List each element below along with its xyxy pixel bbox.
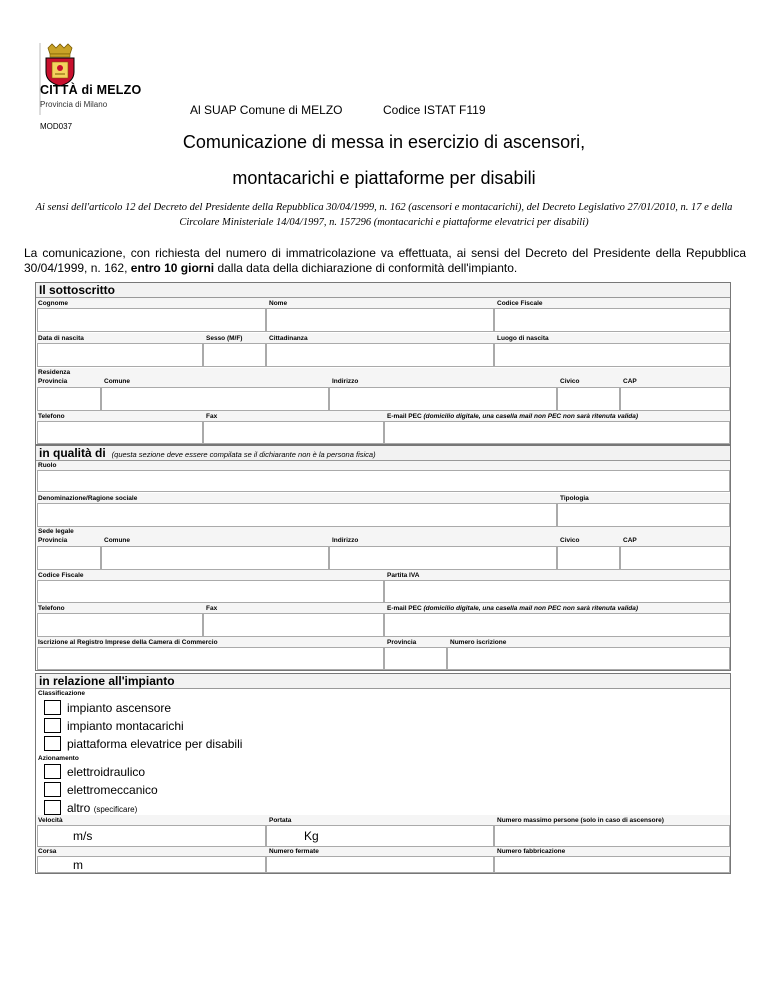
label-numero-fabbricazione: Numero fabbricazione bbox=[497, 848, 566, 855]
field-cap[interactable] bbox=[620, 546, 730, 570]
province-label: Provincia di Milano bbox=[40, 100, 108, 109]
istat-code: Codice ISTAT F119 bbox=[383, 103, 486, 117]
label-azionamento: Azionamento bbox=[38, 755, 79, 762]
altro-note: (specificare) bbox=[93, 805, 138, 814]
field-denominazione[interactable] bbox=[37, 503, 557, 527]
label-portata: Portata bbox=[269, 817, 292, 824]
field-nome[interactable] bbox=[266, 308, 494, 332]
label-numero-fermate: Numero fermate bbox=[269, 848, 319, 855]
field-provincia-registro[interactable] bbox=[384, 647, 447, 670]
legal-basis: Ai sensi dell'articolo 12 del Decreto del Presidente della Repubblica 30/04/1999, n. 162 (ascensori e montacarichi), del Decreto Legislativo 27/01/2010, n. 17 e della Circolare Ministeriale 14/04/1997, n. 157296 (montacarichi e piattaforme elevatrici per disabili) bbox=[35, 202, 733, 228]
checkbox-piattaforma[interactable] bbox=[44, 736, 61, 751]
altro-label: altro bbox=[67, 801, 91, 815]
field-telefono[interactable] bbox=[37, 613, 203, 637]
intro-text: La comunicazione, con richiesta del numero di immatricolazione va effettuata, ai sensi del Decreto del Presidente della Repubblica 30/04/1999, n. 162, bbox=[24, 246, 746, 275]
field-comune[interactable] bbox=[101, 546, 329, 570]
field-corsa[interactable] bbox=[37, 856, 266, 873]
label-cap: CAP bbox=[623, 378, 637, 385]
checkbox-altro[interactable] bbox=[44, 800, 61, 815]
field-civico[interactable] bbox=[557, 387, 620, 411]
label-residenza: Residenza bbox=[38, 369, 71, 376]
label-data-nascita: Data di nascita bbox=[38, 335, 84, 342]
field-cittadinanza[interactable] bbox=[266, 343, 494, 367]
field-fax[interactable] bbox=[203, 613, 384, 637]
unit-portata: Kg bbox=[304, 829, 319, 843]
label-cap: CAP bbox=[623, 537, 637, 544]
intro-deadline: entro 10 giorni bbox=[130, 261, 215, 275]
intro-paragraph bbox=[24, 246, 746, 276]
label-civico: Civico bbox=[560, 378, 580, 385]
label-pec bbox=[387, 605, 638, 612]
field-numero-fabbricazione[interactable] bbox=[494, 856, 730, 873]
label-indirizzo: Indirizzo bbox=[332, 378, 359, 385]
field-data-nascita[interactable] bbox=[37, 343, 203, 367]
label-provincia-registro: Provincia bbox=[387, 639, 417, 646]
option-ascensore: impianto ascensore bbox=[67, 701, 172, 715]
option-elettroidraulico: elettroidraulico bbox=[67, 765, 146, 779]
option-altro bbox=[67, 801, 137, 815]
label-tipologia: Tipologia bbox=[560, 495, 589, 502]
label-provincia: Provincia bbox=[38, 378, 68, 385]
label-cittadinanza: Cittadinanza bbox=[269, 335, 308, 342]
field-indirizzo[interactable] bbox=[329, 546, 557, 570]
field-ruolo[interactable] bbox=[37, 470, 730, 492]
pec-note: (domicilio digitale, una casella mail non PEC non sarà ritenuta valida) bbox=[423, 413, 639, 420]
field-iscrizione[interactable] bbox=[37, 647, 384, 670]
recipient: Al SUAP Comune di MELZO bbox=[190, 103, 343, 117]
field-cap[interactable] bbox=[620, 387, 730, 411]
field-numero-persone[interactable] bbox=[494, 825, 730, 847]
field-codice-fiscale[interactable] bbox=[37, 580, 384, 603]
checkbox-montacarichi[interactable] bbox=[44, 718, 61, 733]
checkbox-elettroidraulico[interactable] bbox=[44, 764, 61, 779]
field-luogo-nascita[interactable] bbox=[494, 343, 730, 367]
section-sottoscritto bbox=[35, 282, 731, 445]
field-tipologia[interactable] bbox=[557, 503, 730, 527]
title-line-2: montacarichi e piattaforme per disabili bbox=[232, 168, 536, 188]
field-fax[interactable] bbox=[203, 421, 384, 444]
field-provincia[interactable] bbox=[37, 387, 101, 411]
section-heading: in relazione all'impianto bbox=[36, 674, 730, 689]
label-sesso: Sesso (M/F) bbox=[206, 335, 243, 342]
field-numero-fermate[interactable] bbox=[266, 856, 494, 873]
field-partita-iva[interactable] bbox=[384, 580, 730, 603]
field-pec[interactable] bbox=[384, 421, 730, 444]
unit-velocita: m/s bbox=[73, 829, 93, 843]
field-pec[interactable] bbox=[384, 613, 730, 637]
label-comune: Comune bbox=[104, 537, 130, 544]
label-civico: Civico bbox=[560, 537, 580, 544]
section-heading bbox=[36, 446, 730, 461]
unit-corsa: m bbox=[73, 858, 83, 872]
field-civico[interactable] bbox=[557, 546, 620, 570]
label-fax: Fax bbox=[206, 413, 218, 420]
label-pec bbox=[387, 413, 638, 420]
label-corsa: Corsa bbox=[38, 848, 57, 855]
label-ruolo: Ruolo bbox=[38, 462, 57, 469]
pec-note: (domicilio digitale, una casella mail non PEC non sarà ritenuta valida) bbox=[423, 605, 639, 612]
label-numero-iscrizione: Numero iscrizione bbox=[450, 639, 507, 646]
label-codice-fiscale: Codice Fiscale bbox=[497, 300, 543, 307]
field-telefono[interactable] bbox=[37, 421, 203, 444]
label-velocita: Velocità bbox=[38, 817, 63, 824]
section-heading: Il sottoscritto bbox=[36, 283, 730, 298]
field-portata[interactable] bbox=[266, 825, 494, 847]
label-comune: Comune bbox=[104, 378, 130, 385]
qualita-heading-text: in qualità di bbox=[39, 446, 106, 460]
field-velocita[interactable] bbox=[37, 825, 266, 847]
label-telefono: Telefono bbox=[38, 605, 65, 612]
checkbox-ascensore[interactable] bbox=[44, 700, 61, 715]
section-impianto bbox=[35, 673, 731, 874]
label-luogo-nascita: Luogo di nascita bbox=[497, 335, 549, 342]
model-code: MOD037 bbox=[40, 122, 73, 131]
checkbox-elettromeccanico[interactable] bbox=[44, 782, 61, 797]
field-codice-fiscale[interactable] bbox=[494, 308, 730, 332]
option-montacarichi: impianto montacarichi bbox=[67, 719, 184, 733]
label-telefono: Telefono bbox=[38, 413, 65, 420]
label-codice-fiscale: Codice Fiscale bbox=[38, 572, 84, 579]
option-piattaforma: piattaforma elevatrice per disabili bbox=[67, 737, 243, 751]
label-fax: Fax bbox=[206, 605, 218, 612]
option-elettromeccanico: elettromeccanico bbox=[67, 783, 158, 797]
label-classificazione: Classificazione bbox=[38, 690, 85, 697]
label-sede-legale: Sede legale bbox=[38, 528, 74, 535]
label-numero-persone: Numero massimo persone (solo in caso di ascensore) bbox=[497, 817, 664, 824]
field-provincia[interactable] bbox=[37, 546, 101, 570]
label-indirizzo: Indirizzo bbox=[332, 537, 359, 544]
pec-label-text: E-mail PEC bbox=[387, 413, 422, 420]
intro-text-end: dalla data della dichiarazione di conformità dell'impianto. bbox=[214, 261, 518, 275]
pec-label-text: E-mail PEC bbox=[387, 605, 422, 612]
city-name: CITTÀ di MELZO bbox=[40, 83, 142, 97]
field-numero-iscrizione[interactable] bbox=[447, 647, 730, 670]
label-iscrizione: Iscrizione al Registro Imprese della Camera di Commercio bbox=[38, 639, 218, 646]
label-partita-iva: Partita IVA bbox=[387, 572, 420, 579]
qualita-note: (questa sezione deve essere compilata se il dichiarante non è la persona fisica) bbox=[111, 450, 376, 459]
label-provincia: Provincia bbox=[38, 537, 68, 544]
label-cognome: Cognome bbox=[38, 300, 68, 307]
label-denominazione: Denominazione/Ragione sociale bbox=[38, 495, 138, 502]
section-qualita bbox=[35, 445, 731, 671]
field-indirizzo[interactable] bbox=[329, 387, 557, 411]
field-comune[interactable] bbox=[101, 387, 329, 411]
title-line-1: Comunicazione di messa in esercizio di ascensori, bbox=[182, 132, 586, 152]
field-sesso[interactable] bbox=[203, 343, 266, 367]
label-nome: Nome bbox=[269, 300, 288, 307]
field-cognome[interactable] bbox=[37, 308, 266, 332]
